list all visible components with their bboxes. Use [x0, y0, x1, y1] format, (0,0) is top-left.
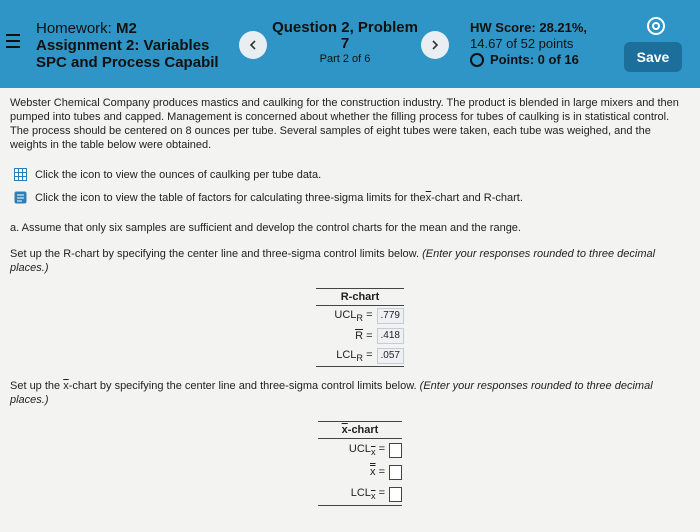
chevron-left-icon	[249, 40, 257, 50]
x-chart-ucl-row: $UCL_{\overline{x}}$ =	[318, 439, 402, 461]
factors-table-link[interactable]: Click the icon to view the table of factors for calculating three-sigma limits for the $\overline{x}$ -chart and R-chart.	[14, 191, 523, 204]
save-button[interactable]: Save	[624, 42, 682, 72]
r-chart-ucl-input[interactable]: .779	[377, 308, 404, 324]
previous-question-button[interactable]	[239, 31, 267, 59]
part-indicator: Part 2 of 6	[319, 53, 371, 65]
x-chart-center-input[interactable]	[389, 465, 402, 480]
x-chart-instructions: Set up the $\overline{x}$-chart by specifying the center line and three-sigma control limits below. (Enter your responses rounded to three decimal places.)	[10, 380, 653, 406]
x-chart-table	[318, 421, 402, 506]
r-chart-instructions: Set up the R-chart by specifying the center line and three-sigma control limits below. (Enter your responses rounded to three decimal places.)	[10, 248, 656, 274]
problem-intro: Webster Chemical Company produces mastics and caulking for the construction industry. The product is blended in large mixers and then pumped into tubes and capped. Management is concerned about whether the filling process for tubes of caulking is in statistical control. The process should be centered on 8 ounces per tube. Several samples of eight tubes were taken, each tube was weighed, and the weights in the table below were obtained.	[10, 97, 679, 151]
r-chart-center-row: $\overline{R}$ = .418	[316, 326, 404, 346]
next-question-button[interactable]	[421, 31, 449, 59]
r-chart-title: R-chart	[316, 288, 404, 306]
score-panel: HW Score: 28.21%, 14.67 of 52 points Points: 0 of 16	[470, 20, 588, 67]
hamburger-menu-icon[interactable]	[6, 34, 20, 48]
r-chart-ucl-row: $UCL_R$ = .779	[316, 306, 404, 326]
part-a-text: a. Assume that only six samples are sufficient and develop the control charts for the mean and the range.	[10, 222, 521, 234]
data-table-link[interactable]: Click the icon to view the ounces of caulking per tube data.	[14, 168, 321, 181]
r-chart-table	[316, 288, 404, 367]
points-radio-icon	[470, 53, 484, 67]
r-chart-lcl-row: $LCL_R$ = .057	[316, 346, 404, 367]
header-bar	[0, 0, 700, 88]
chevron-right-icon	[431, 40, 439, 50]
document-icon	[14, 191, 27, 204]
homework-title: Homework: M2 Assignment 2: Variables SPC and Process Capabil	[36, 20, 219, 71]
x-chart-ucl-input[interactable]	[389, 443, 402, 458]
question-title: Question 2, Problem 7	[272, 19, 418, 52]
x-chart-lcl-row: $LCL_{\overline{x}}$ =	[318, 483, 402, 506]
r-chart-center-input[interactable]: .418	[377, 328, 404, 344]
x-chart-center-row: x =	[318, 461, 402, 483]
grid-table-icon	[14, 168, 27, 181]
problem-content	[10, 96, 690, 152]
gear-icon[interactable]	[646, 16, 666, 36]
r-chart-lcl-input[interactable]: .057	[377, 348, 404, 364]
x-chart-lcl-input[interactable]	[389, 487, 402, 502]
x-chart-title: $\overline{x}$-chart	[318, 421, 402, 439]
